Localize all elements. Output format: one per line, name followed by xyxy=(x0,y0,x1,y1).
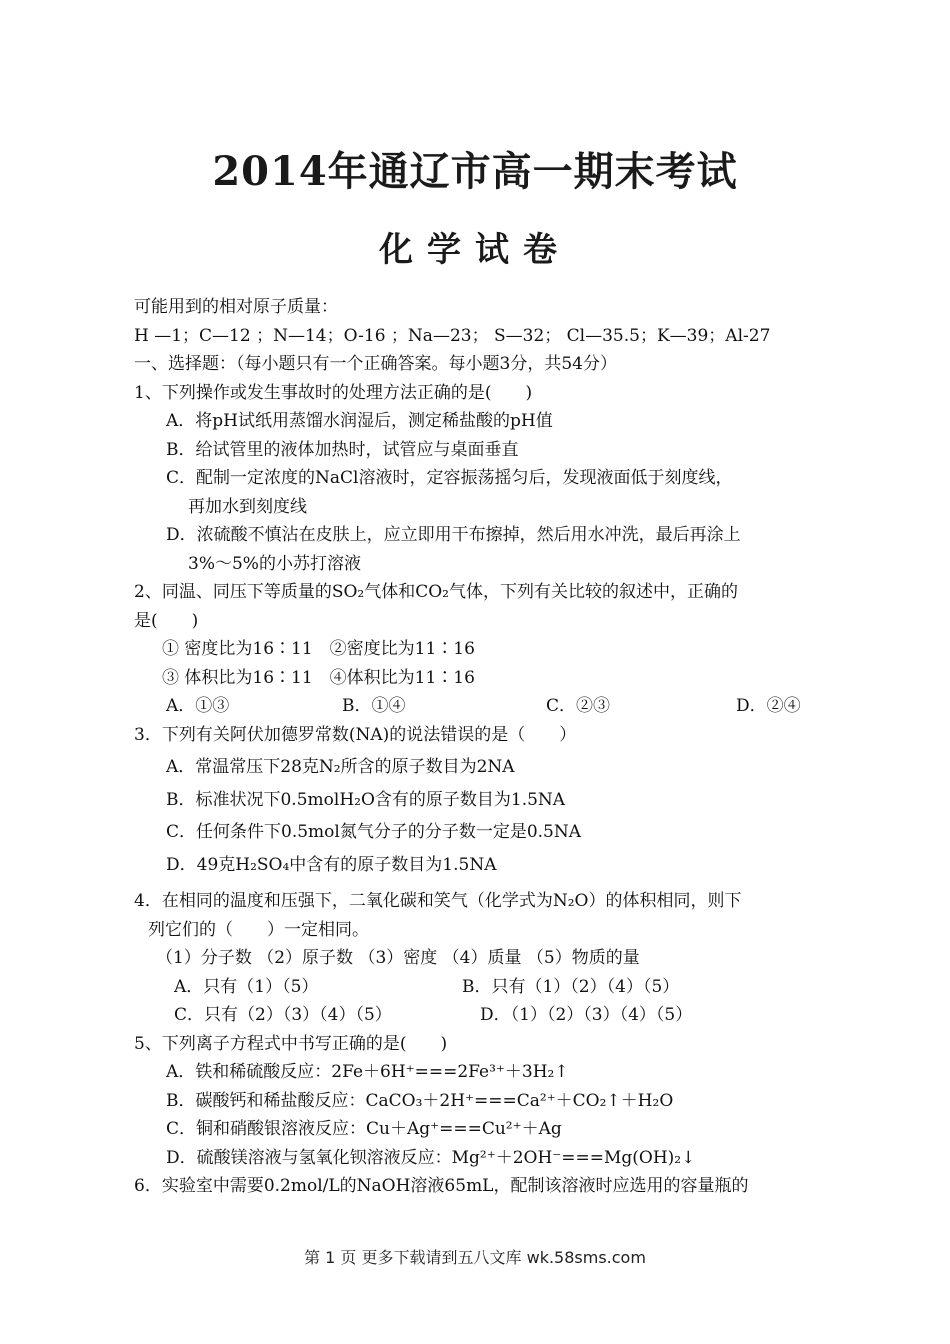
page-subtitle: 化学试卷 xyxy=(379,230,571,270)
question-2-option-d: D．②④ xyxy=(736,696,801,716)
question-3-option-d: D．49克H₂SO₄中含有的原子数目为1.5NA xyxy=(166,854,497,875)
question-2-statement-2: ③ 体积比为16∶11 ④体积比为11∶16 xyxy=(162,667,475,688)
question-1-stem: 1、下列操作或发生事故时的处理方法正确的是( ) xyxy=(134,382,533,403)
question-5-option-b: B．碳酸钙和稀盐酸反应：CaCO₃＋2H⁺===Ca²⁺＋CO₂↑＋H₂O xyxy=(166,1090,674,1111)
question-1-option-d-cont: 3%～5%的小苏打溶液 xyxy=(188,553,361,574)
question-3-option-a: A．常温常压下28克N₂所含的原子数目为2NA xyxy=(166,757,515,777)
question-4-stem-cont: 列它们的（ ）一定相同。 xyxy=(148,919,369,940)
atomic-masses: H —1；C—12 ；N—14；O-16 ；Na—23； S—32； Cl—35.5；K—39；Al-27 xyxy=(134,325,771,346)
question-4-option-d: D．（1）（2）（3）（4）（5） xyxy=(480,1005,693,1025)
question-5-option-a: A．铁和稀硫酸反应：2Fe＋6H⁺===2Fe³⁺＋3H₂↑ xyxy=(166,1062,569,1082)
question-4-options-ab xyxy=(134,973,824,1002)
question-2-statement-1: ① 密度比为16∶11 ②密度比为11∶16 xyxy=(162,639,475,659)
page-footer: 第 1 页 更多下载请到五八文库 wk.58sms.com xyxy=(304,1248,646,1267)
question-2-option-c: C．②③ xyxy=(546,696,611,716)
page-title: 2014年通辽市高一期末考试 xyxy=(212,148,738,195)
question-2-stem-cont: 是( ) xyxy=(134,610,199,631)
section-heading: 一、选择题：（每小题只有一个正确答案。每小题3分，共54分） xyxy=(134,354,617,374)
question-2-option-b: B．①④ xyxy=(342,696,406,716)
question-1-option-c: C．配制一定浓度的NaCl溶液时，定容振荡摇匀后，发现液面低于刻度线， xyxy=(166,468,733,488)
question-4-option-b: B．只有（1）（2）（4）（5） xyxy=(462,976,680,997)
atomic-mass-label: 可能用到的相对原子质量： xyxy=(134,297,338,317)
question-1-option-b: B．给试管里的液体加热时，试管应与桌面垂直 xyxy=(166,439,519,460)
question-1-option-d: D．浓硫酸不慎沾在皮肤上，应立即用干布擦掉，然后用水冲洗，最后再涂上 xyxy=(166,525,741,545)
question-3-option-b: B．标准状况下0.5molH₂O含有的原子数目为1.5NA xyxy=(166,789,566,810)
question-2-options xyxy=(134,692,824,721)
question-4-option-a: A．只有（1）（5） xyxy=(174,976,319,997)
question-5-option-d: D．硫酸镁溶液与氢氧化钡溶液反应：Mg²⁺＋2OH⁻===Mg(OH)₂↓ xyxy=(166,1147,696,1168)
question-3-stem: 3．下列有关阿伏加德罗常数(NA)的说法错误的是（ ） xyxy=(134,724,577,745)
question-4-options-cd xyxy=(134,1001,824,1030)
question-4-items: （1）分子数 （2）原子数 （3）密度 （4）质量 （5）物质的量 xyxy=(156,948,640,968)
question-5-option-c: C．铜和硝酸银溶液反应：Cu＋Ag⁺===Cu²⁺＋Ag xyxy=(166,1119,562,1139)
question-6-stem: 6．实验室中需要0.2mol/L的NaOH溶液65mL，配制该溶液时应选用的容量瓶的 xyxy=(134,1176,749,1196)
question-4-stem: 4．在相同的温度和压强下，二氧化碳和笑气（化学式为N₂O）的体积相同，则下 xyxy=(134,891,742,911)
question-5-stem: 5、下列离子方程式中书写正确的是( ) xyxy=(134,1033,448,1054)
question-3-option-c: C．任何条件下0.5mol氮气分子的分子数一定是0.5NA xyxy=(166,822,582,842)
question-2-option-a: A．①③ xyxy=(166,696,230,716)
exam-body xyxy=(134,293,824,1201)
question-1-option-c-cont: 再加水到刻度线 xyxy=(188,496,307,517)
question-1-option-a: A．将pH试纸用蒸馏水润湿后，测定稀盐酸的pH值 xyxy=(166,411,553,431)
question-2-stem: 2、同温、同压下等质量的SO₂气体和CO₂气体，下列有关比较的叙述中，正确的 xyxy=(134,582,738,602)
question-4-option-c: C．只有（2）（3）（4）（5） xyxy=(174,1005,392,1025)
